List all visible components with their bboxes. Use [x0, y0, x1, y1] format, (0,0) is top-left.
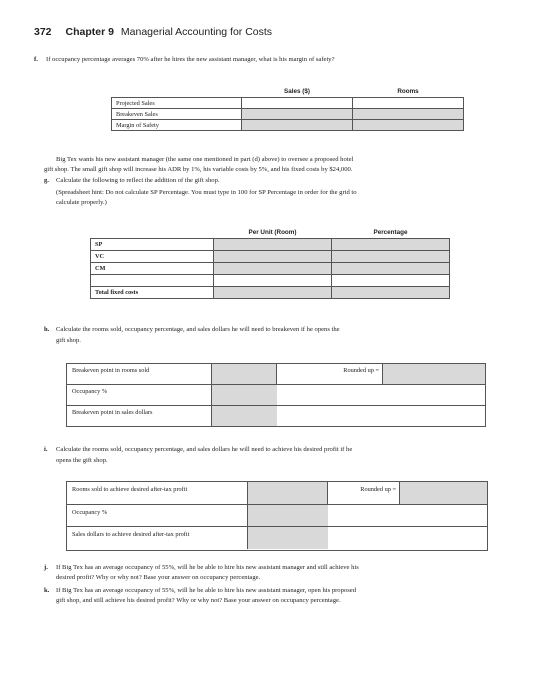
- breakeven-sales-row: [67, 406, 485, 426]
- breakeven-rooms-row: [67, 364, 485, 385]
- question-h: [44, 325, 524, 335]
- spreadsheet-hint-line-2: calculate properly.): [56, 199, 107, 206]
- question-f: [34, 55, 514, 65]
- cell-breakeven-sales-dollars[interactable]: [242, 109, 353, 120]
- cell-vc-percentage[interactable]: [332, 251, 450, 263]
- gift-shop-intro-line-2: gift shop. The small gift shop will increase his ADR by 1%, his variable costs by 5%, and his fixed costs by $24,000.: [44, 166, 353, 173]
- target-sales-input[interactable]: [247, 527, 328, 549]
- target-rounded-label: Rounded up =: [360, 486, 396, 493]
- cell-total-fixed-costs-blank: [332, 287, 450, 299]
- question-k-text-line-1: If Big Tex has an average occupancy of 55%, will he be able to hire his new assistant manager, open his proposed: [56, 587, 356, 594]
- cell-projected-sales-dollars[interactable]: [242, 98, 353, 109]
- target-rooms-label: Rooms sold to achieve desired after-tax profit: [72, 486, 188, 493]
- row-sp-label: SP: [91, 239, 214, 251]
- breakeven-rooms-label: Breakeven point in rooms sold: [72, 367, 150, 374]
- target-occupancy-label: Occupancy %: [72, 509, 108, 516]
- cell-sp-per-unit[interactable]: [214, 239, 332, 251]
- cell-breakeven-sales-rooms[interactable]: [353, 109, 464, 120]
- cell-spacer-percentage: [332, 275, 450, 287]
- breakeven-occupancy-input[interactable]: [211, 385, 277, 405]
- row-vc-label: VC: [91, 251, 214, 263]
- target-sales-row: [67, 527, 487, 549]
- col-rooms-header: Rooms: [397, 87, 419, 95]
- col-per-unit-header: Per Unit (Room): [248, 228, 297, 236]
- row-spacer: [91, 275, 214, 287]
- question-j: [44, 563, 534, 583]
- question-i-text-line-2: opens the gift shop.: [56, 457, 108, 464]
- question-g-letter: g.: [44, 177, 49, 184]
- question-f-letter: f.: [34, 56, 38, 63]
- cell-projected-sales-rooms[interactable]: [353, 98, 464, 109]
- question-h-letter: h.: [44, 326, 50, 333]
- cell-total-fixed-costs[interactable]: [214, 287, 332, 299]
- breakeven-sales-label: Breakeven point in sales dollars: [72, 409, 153, 416]
- breakeven-grid: [66, 363, 486, 427]
- breakeven-sales-input[interactable]: [211, 406, 277, 426]
- gift-shop-cm-grid: [90, 226, 450, 299]
- chapter-title: Managerial Accounting for Costs: [120, 26, 273, 38]
- target-rooms-row: [67, 482, 487, 505]
- row-breakeven-sales-label: Breakeven Sales: [112, 109, 242, 120]
- row-projected-sales-label: Projected Sales: [112, 98, 242, 109]
- col-sales-header: Sales ($): [284, 87, 310, 95]
- target-rounded-input[interactable]: [399, 482, 487, 504]
- target-occupancy-input[interactable]: [247, 505, 328, 526]
- col-percentage-header: Percentage: [373, 228, 408, 236]
- breakeven-rounded-label-cell: [276, 364, 383, 384]
- breakeven-occupancy-row: [67, 385, 485, 406]
- cell-sp-percentage[interactable]: [332, 239, 450, 251]
- row-total-fixed-costs-label: Total fixed costs: [91, 287, 214, 299]
- breakeven-rounded-label: Rounded up =: [343, 367, 379, 374]
- breakeven-rounded-input[interactable]: [382, 364, 485, 384]
- question-i-letter: i.: [44, 446, 48, 453]
- target-rooms-input[interactable]: [247, 482, 328, 504]
- cell-cm-per-unit[interactable]: [214, 263, 332, 275]
- target-sales-label: Sales dollars to achieve desired after-tax profit: [72, 531, 190, 538]
- target-profit-grid: [66, 481, 488, 551]
- question-i: [44, 445, 524, 455]
- page-header: [34, 26, 272, 38]
- question-k-text-line-2: gift shop, and still achieve his desired profit? Why or why not? Base your answer on occupancy percentage.: [56, 597, 341, 604]
- question-k-letter: k.: [44, 587, 50, 594]
- cell-margin-of-safety-rooms[interactable]: [353, 120, 464, 131]
- question-h-text-line-2: gift shop.: [56, 337, 81, 344]
- question-f-text: If occupancy percentage averages 70% after he hires the new assistant manager, what is his margin of safety?: [46, 56, 335, 63]
- spreadsheet-hint-line-1: (Spreadsheet hint: Do not calculate SP Percentage. You must type in 100 for SP Percentage in order for the grid to: [56, 189, 357, 196]
- question-g-text: Calculate the following to reflect the addition of the gift shop.: [56, 177, 220, 184]
- question-g: [44, 176, 524, 186]
- question-k: [44, 586, 534, 606]
- page-number: 372: [34, 26, 52, 38]
- row-cm-label: CM: [91, 263, 214, 275]
- cell-margin-of-safety-dollars[interactable]: [242, 120, 353, 131]
- question-j-letter: j.: [44, 564, 48, 571]
- gift-shop-intro-line-1: Big Tex wants his new assistant manager (the same one mentioned in part (d) above) to oversee a proposed hotel: [56, 156, 354, 163]
- question-h-text-line-1: Calculate the rooms sold, occupancy percentage, and sales dollars he will need to breakeven if he opens the: [56, 326, 340, 333]
- breakeven-rooms-input[interactable]: [211, 364, 277, 384]
- margin-of-safety-grid: [111, 85, 464, 131]
- cell-cm-percentage[interactable]: [332, 263, 450, 275]
- cell-vc-per-unit[interactable]: [214, 251, 332, 263]
- breakeven-occupancy-label: Occupancy %: [72, 388, 108, 395]
- cell-spacer-per-unit: [214, 275, 332, 287]
- target-occupancy-row: [67, 505, 487, 527]
- target-rounded-label-cell: [327, 482, 400, 504]
- question-j-text-line-1: If Big Tex has an average occupancy of 55%, will he be able to hire his new assistant manager and still achieve his: [56, 564, 359, 571]
- row-margin-of-safety-label: Margin of Safety: [112, 120, 242, 131]
- question-j-text-line-2: desired profit? Why or why not? Base your answer on occupancy percentage.: [56, 574, 261, 581]
- question-i-text-line-1: Calculate the rooms sold, occupancy percentage, and sales dollars he will need to achieve his desired profit if he: [56, 446, 353, 453]
- chapter-label: Chapter 9: [65, 26, 114, 38]
